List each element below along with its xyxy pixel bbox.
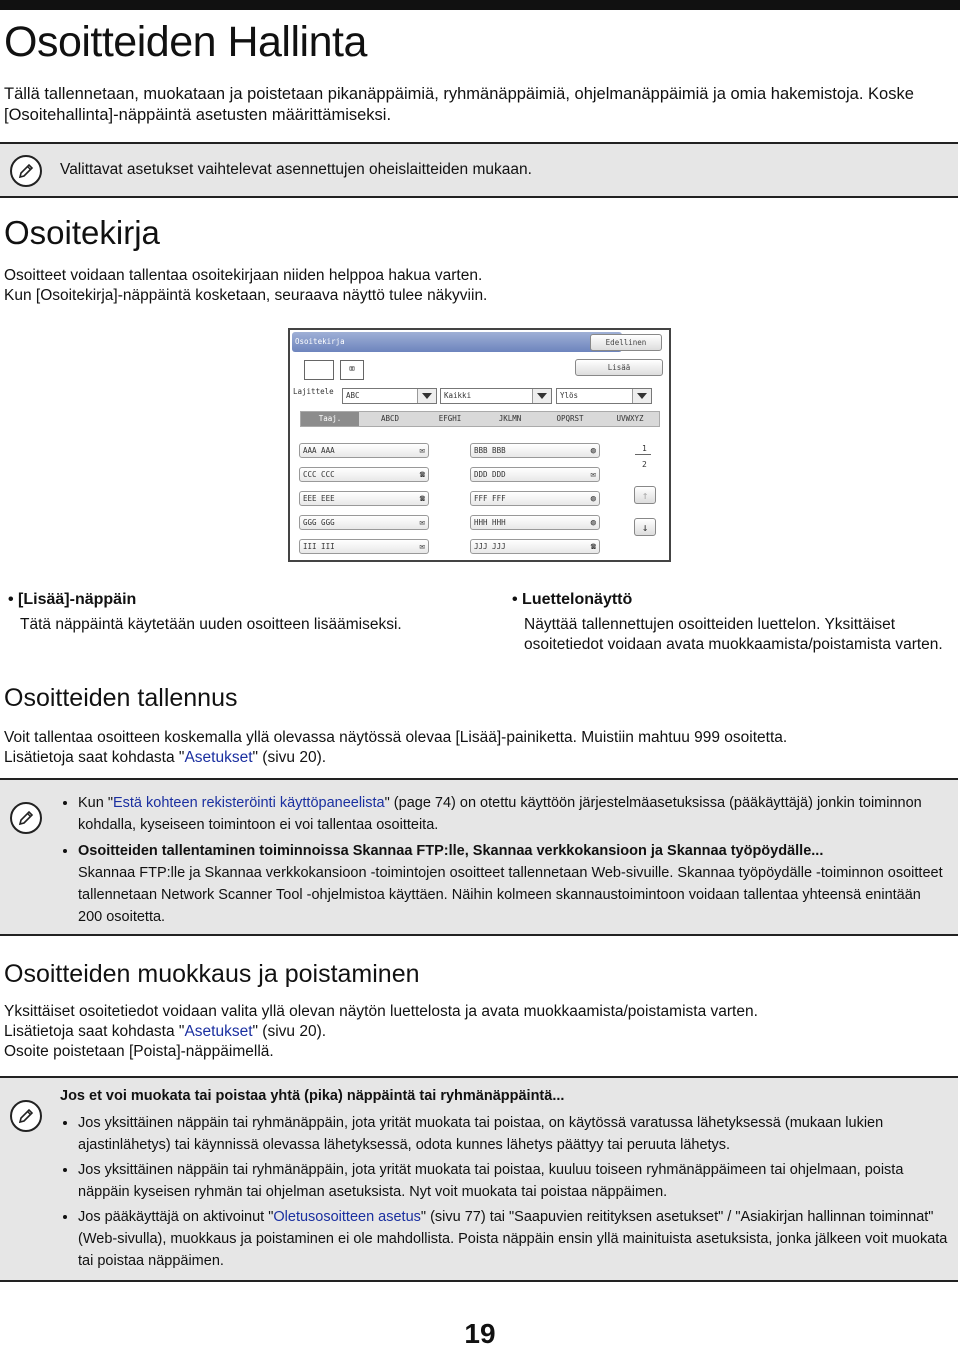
entry-label: DDD DDD (474, 470, 506, 479)
phone-icon: ☎ (590, 542, 596, 552)
default-address-link[interactable]: Oletusosoitteen asetus (273, 1209, 421, 1225)
entry-label: JJJ JJJ (474, 542, 506, 551)
list-item[interactable] (470, 491, 600, 506)
phone-icon: ☎ (419, 470, 425, 480)
paragraph (4, 728, 954, 768)
pencil-icon (10, 802, 42, 834)
note-box (0, 142, 958, 198)
dropdown-value: Kaikki (444, 391, 472, 400)
phone-icon: ☎ (419, 494, 425, 504)
add-button[interactable]: Lisää (575, 359, 663, 376)
section-heading: Osoitteiden tallennus (4, 684, 238, 712)
entry-label: III III (303, 542, 335, 551)
intro-text: Tällä tallennetaan, muokataan ja poistetaan pikanäppäimiä, ryhmänäppäimiä, ohjelmanäppäimiä ja omia hakemistoja. Koske [Osoitehallinta]-näppäintä asetusten määrittämiseksi. (4, 85, 914, 124)
back-button[interactable]: Edellinen (590, 334, 662, 351)
list-item[interactable] (299, 515, 429, 530)
pencil-icon (10, 155, 42, 187)
tab-opqrst[interactable]: OPQRST (556, 414, 584, 423)
list-item[interactable] (470, 443, 600, 458)
note-list (60, 792, 948, 932)
callout-add-key (8, 590, 408, 635)
entry-label: GGG GGG (303, 518, 335, 527)
entry-label: BBB BBB (474, 446, 506, 455)
note-box (0, 778, 958, 936)
email-icon: ✉ (590, 470, 596, 480)
text-line: Lisätietoja saat kohdasta "Asetukset" (sivu 20). (4, 749, 327, 766)
restrict-registration-link[interactable]: Estä kohteen rekisteröinti käyttöpaneelista (112, 795, 385, 811)
page-title: Osoitteiden Hallinta (4, 18, 367, 66)
entry-label: HHH HHH (474, 518, 506, 527)
note-heading: Jos et voi muokata tai poistaa yhtä (pika) näppäintä tai ryhmänäppäintä... (60, 1088, 565, 1104)
address-book-screen (288, 328, 671, 562)
email-icon: ✉ (419, 542, 425, 552)
display-box (304, 360, 334, 380)
index-tabs (300, 411, 660, 427)
sort-dropdown[interactable] (342, 388, 437, 404)
email-icon: ✉ (419, 446, 425, 456)
list-item: • Kun "Estä kohteen rekisteröinti käyttöpaneelista" (page 74) on otettu käyttöön järjestelmäasetuksissa (pääkäyttäjä) jonkin toiminnon kohdalla, kyseiseen toimintoon ei voi tallentaa osoitteita. (78, 792, 948, 836)
callout-heading: • Luettelonäyttö (512, 591, 633, 608)
list-item[interactable] (299, 491, 429, 506)
tab-frequent[interactable]: Taaj. (301, 412, 359, 426)
paragraph (4, 1002, 954, 1062)
callout-text: Tätä näppäintä käytetään uuden osoitteen lisäämiseksi. (20, 616, 402, 633)
text-line: Yksittäiset osoitetiedot voidaan valita yllä olevan näytön luettelosta ja avata muokkaamista/poistamista varten. (4, 1003, 758, 1020)
globe-icon: ◍ (590, 518, 596, 528)
settings-link[interactable]: Asetukset (184, 749, 253, 766)
order-dropdown[interactable] (556, 388, 652, 404)
list-item: • Jos pääkäyttäjä on aktivoinut "Oletusosoitteen asetus" (sivu 77) tai "Saapuvien reitityksen asetukset" / "Asiakirjan hallinnan toiminnat" (Web-sivulla), muokkaus ja poistaminen ei ole mahdollista. Poista näppäin ensin yllä mainituista asetuksista, jonka jälkeen voit muokata tai poistaa näppäimen. (78, 1206, 948, 1272)
dropdown-value: Ylös (560, 391, 579, 400)
list-item[interactable] (299, 539, 429, 554)
tab-abcd[interactable]: ABCD (380, 414, 400, 423)
tab-jklmn[interactable]: JKLMN (498, 414, 522, 423)
entry-label: FFF FFF (474, 494, 506, 503)
globe-icon: ◍ (590, 446, 596, 456)
text-line: Voit tallentaa osoitteen koskemalla yllä olevassa näytössä olevaa [Lisää]-painiketta. Muistiin mahtuu 999 osoitetta. (4, 729, 788, 746)
section-heading: Osoitekirja (4, 214, 160, 251)
page-number: 19 (464, 1318, 496, 1349)
page-divider (635, 454, 651, 455)
list-item[interactable] (299, 467, 429, 482)
note-box (0, 1076, 958, 1282)
chevron-down-icon (532, 389, 551, 403)
list-item[interactable] (470, 467, 600, 482)
text-line: Osoitteet voidaan tallentaa osoitekirjaan niiden helppoa hakua varten. (4, 267, 483, 284)
screen-title: Osoitekirja (292, 332, 622, 352)
sort-label: Lajittele (293, 387, 334, 396)
list-item (78, 840, 948, 928)
scroll-down-button[interactable]: ↓ (634, 518, 656, 536)
callout-text: Näyttää tallennettujen osoitteiden luettelon. Yksittäiset osoitetiedot voidaan avata muokkaamista/poistamista varten. (524, 616, 943, 653)
note-list (60, 1112, 948, 1275)
globe-icon: ◍ (590, 494, 596, 504)
list-item-heading: Osoitteiden tallentaminen toiminnoissa Skannaa FTP:lle, Skannaa verkkokansioon ja Skannaa työpöydälle... (78, 843, 824, 859)
list-item-text: Skannaa FTP:lle ja Skannaa verkkokansioon -toimintojen osoitteet tallennetaan Web-sivuille. Skannaa työpöydälle -toiminnon osoitteet tallennetaan Network Scanner Tool -ohjelmistoa käyttäen. Näihin kolmeen skannaustoimintoon voidaan tallentaa yhteensä enintään 200 osoitetta. (78, 865, 943, 925)
paragraph (4, 266, 904, 306)
callout-list-view (512, 590, 956, 655)
list-item[interactable] (299, 443, 429, 458)
address-card-icon[interactable]: ⌧ (340, 360, 364, 380)
filter-dropdown[interactable] (440, 388, 552, 404)
callout-heading: • [Lisää]-näppäin (8, 591, 137, 608)
entry-label: AAA AAA (303, 446, 335, 455)
section-heading: Osoitteiden muokkaus ja poistaminen (4, 960, 420, 988)
page-current: 1 (642, 444, 647, 453)
top-rule (0, 0, 960, 10)
list-item[interactable] (470, 515, 600, 530)
entry-label: EEE EEE (303, 494, 335, 503)
tab-uvwxyz[interactable]: UVWXYZ (616, 414, 644, 423)
scroll-up-button[interactable]: ↑ (634, 486, 656, 504)
entry-label: CCC CCC (303, 470, 335, 479)
settings-link[interactable]: Asetukset (184, 1023, 253, 1040)
chevron-down-icon (417, 389, 436, 403)
text-line: Lisätietoja saat kohdasta "Asetukset" (sivu 20). (4, 1023, 327, 1040)
email-icon: ✉ (419, 518, 425, 528)
chevron-down-icon (632, 389, 651, 403)
text-line: Kun [Osoitekirja]-näppäintä kosketaan, seuraava näyttö tulee näkyviin. (4, 287, 488, 304)
text-line: Osoite poistetaan [Poista]-näppäimellä. (4, 1043, 274, 1060)
list-item: • Jos yksittäinen näppäin tai ryhmänäppäin, jota yrität muokata tai poistaa, on käytössä varatussa lähetyksessä (mukaan lukien ajastinlähetys) tai käynnissä olevassa lähetyksessä, odota kunnes lähetys päättyy tai peruuta lähetys. (78, 1112, 948, 1156)
note-text: Valittavat asetukset vaihtelevat asennettujen oheislaitteiden mukaan. (60, 161, 532, 178)
page-total: 2 (642, 460, 647, 469)
list-item: • Jos yksittäinen näppäin tai ryhmänäppäin, jota yrität muokata tai poistaa, kuuluu toiseen ryhmänäppäimeen tai ohjelmaan, poista näppäin kyseisen ryhmän tai ohjelman asetuksista. Nyt voit muokata tai poistaa näppäimen. (78, 1159, 948, 1203)
dropdown-value: ABC (346, 391, 360, 400)
list-item[interactable] (470, 539, 600, 554)
tab-efghi[interactable]: EFGHI (438, 414, 462, 423)
pencil-icon (10, 1100, 42, 1132)
